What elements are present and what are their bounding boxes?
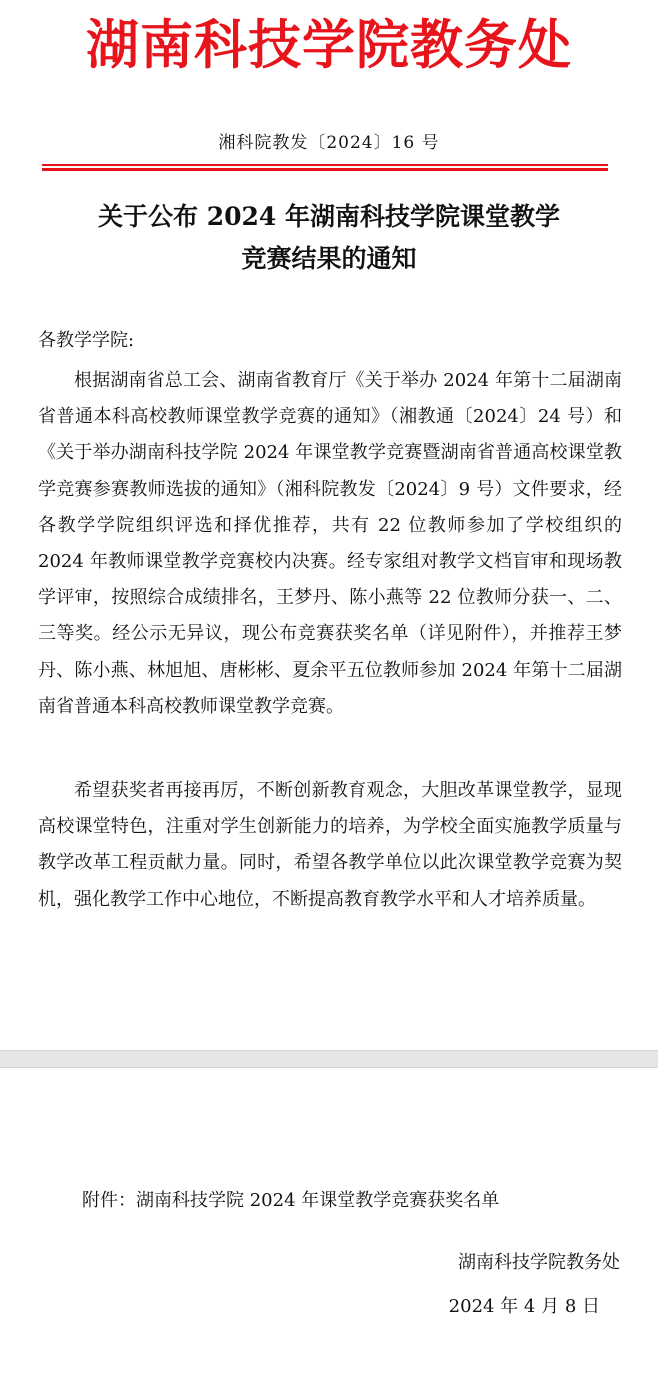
body-paragraph-1: 根据湖南省总工会、湖南省教育厅《关于举办 2024 年第十二届湖南省普通本科高校教师课堂教学竞赛的通知》（湘教通〔2024〕24 号）和《关于举办湖南科技学院 2024 年课堂教学竞赛暨湖南省普通高校课堂教学竞赛参赛教师选拔的通知》（湘科院教发〔2024〕9 号）文件要求，经各教学学院组织评选和择优推荐，共有 22 位教师参加了学校组织的 2024 年教师课堂教学竞赛校内决赛。经专家组对教学文档盲审和现场教学评审，按照综合成绩排名，王梦丹、陈小燕等 22 位教师分获一、二、三等奖。经公示无异议，现公布竞赛获奖名单（详见附件），并推荐王梦丹、陈小燕、林旭旭、唐彬彬、夏余平五位教师参加 2024 年第十二届湖南省普通本科高校教师课堂教学竞赛。	[38, 370, 622, 717]
body-paragraph-2: 希望获奖者再接再厉，不断创新教育观念，大胆改革课堂教学，显现高校课堂特色，注重对学生创新能力的培养，为学校全面实施教学质量与教学改革工程贡献力量。同时，希望各教学单位以此次课堂教学竞赛为契机，强化教学工作中心地位，不断提高教育教学水平和人才培养质量。	[38, 780, 622, 910]
notice-title-line-2: 竞赛结果的通知	[241, 244, 417, 273]
red-separator-thick	[42, 168, 608, 171]
notice-title	[30, 196, 628, 280]
page-break-gap	[0, 1050, 658, 1068]
issuer-masthead: 湖南科技学院教务处	[86, 15, 572, 76]
signing-office: 湖南科技学院教务处	[458, 1252, 620, 1273]
notice-title-line-1: 关于公布 2024 年湖南科技学院课堂教学	[98, 202, 560, 231]
document-page-2	[0, 1068, 658, 1397]
document-number: 湘科院教发〔2024〕16 号	[218, 133, 440, 153]
signing-date: 2024 年 4 月 8 日	[448, 1296, 600, 1317]
salutation: 各教学学院:	[38, 330, 135, 351]
attachment-note: 附件：湖南科技学院 2024 年课堂教学竞赛获奖名单	[82, 1190, 500, 1211]
red-separator-thin	[42, 164, 608, 166]
